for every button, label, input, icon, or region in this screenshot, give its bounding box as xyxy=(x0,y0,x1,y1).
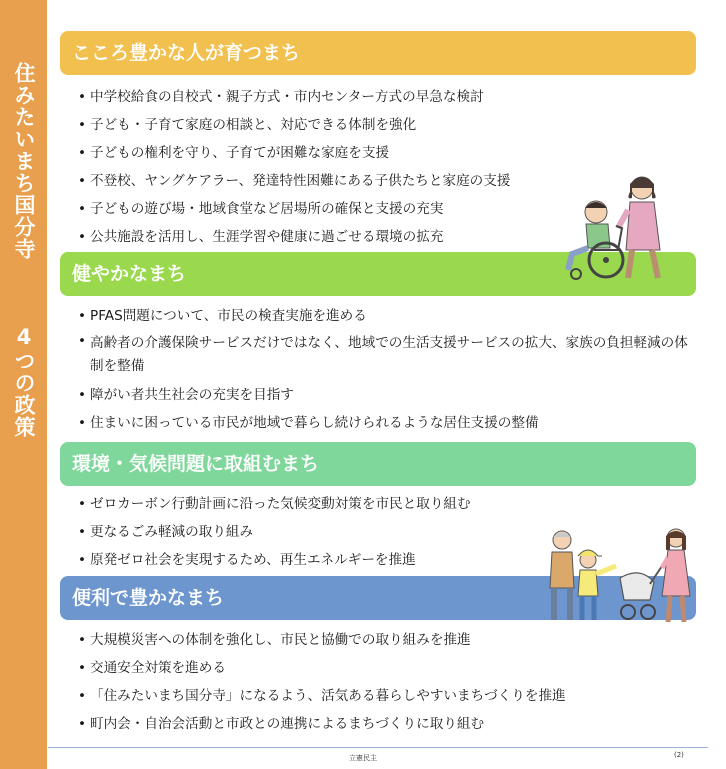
list-item: • 「住みたいまち国分寺」になるよう、活気ある暮らしやすいまちづくりを推進 xyxy=(60,682,696,710)
list-item: • 障がい者共生社会の充実を目指す xyxy=(60,381,696,409)
sidebar-title: 住みたいまち国分寺 xyxy=(12,62,36,260)
list-item: • PFAS問題について、市民の検査実施を進める xyxy=(60,302,696,330)
section-title: こころ豊かな人が育つまち xyxy=(60,31,696,75)
list-item: • 子ども・子育て家庭の相談と、対応できる体制を強化 xyxy=(60,111,696,139)
list-item: • ゼロカーボン行動計画に沿った気候変動対策を市民と取り組む xyxy=(60,490,696,518)
list-item: • 町内会・自治会活動と市政との連携によるまちづくりに取り組む xyxy=(60,710,696,738)
list-item: • 子どもの遊び場・地域食堂など居場所の確保と支援の充実 xyxy=(60,195,696,223)
list-item: • 中学校給食の自校式・親子方式・市内センター方式の早急な検討 xyxy=(60,83,696,111)
footer-label: 立憲民主 xyxy=(349,754,377,762)
list-item: • 交通安全対策を進める xyxy=(60,654,696,682)
list-item: • 原発ゼロ社会を実現するため、再生エネルギーを推進 xyxy=(60,546,696,574)
footer-divider xyxy=(48,747,708,748)
family-illustration xyxy=(544,526,694,626)
page-number: (2) xyxy=(674,751,684,759)
list-item: • 住まいに困っている市民が地域で暮らし続けられるような居住支援の整備 xyxy=(60,409,696,437)
section-title: 環境・気候問題に取組むまち xyxy=(60,442,696,486)
wheelchair-illustration xyxy=(558,170,678,285)
list-item: • 更なるごみ軽減の取り組み xyxy=(60,518,696,546)
sidebar xyxy=(0,0,47,769)
section-title: 便利で豊かなまち xyxy=(60,576,696,620)
policy-list xyxy=(60,302,696,437)
sidebar-subtitle: 4つの政策 xyxy=(12,325,36,438)
list-item: • 不登校、ヤングケアラー、発達特性困難にある子供たちと家庭の支援 xyxy=(60,167,696,195)
policy-list xyxy=(60,626,696,738)
list-item: • 公共施設を活用し、生涯学習や健康に過ごせる環境の拡充 xyxy=(60,223,696,251)
list-item: • 大規模災害への体制を強化し、市民と協働での取り組みを推進 xyxy=(60,626,696,654)
list-item: • 高齢者の介護保険サービスだけではなく、地域での生活支援サービスの拡大、家族の負担軽減の体制を整備 xyxy=(60,330,690,381)
list-item: • 子どもの権利を守り、子育てが困難な家庭を支援 xyxy=(60,139,696,167)
section-title: 健やかなまち xyxy=(60,252,696,296)
